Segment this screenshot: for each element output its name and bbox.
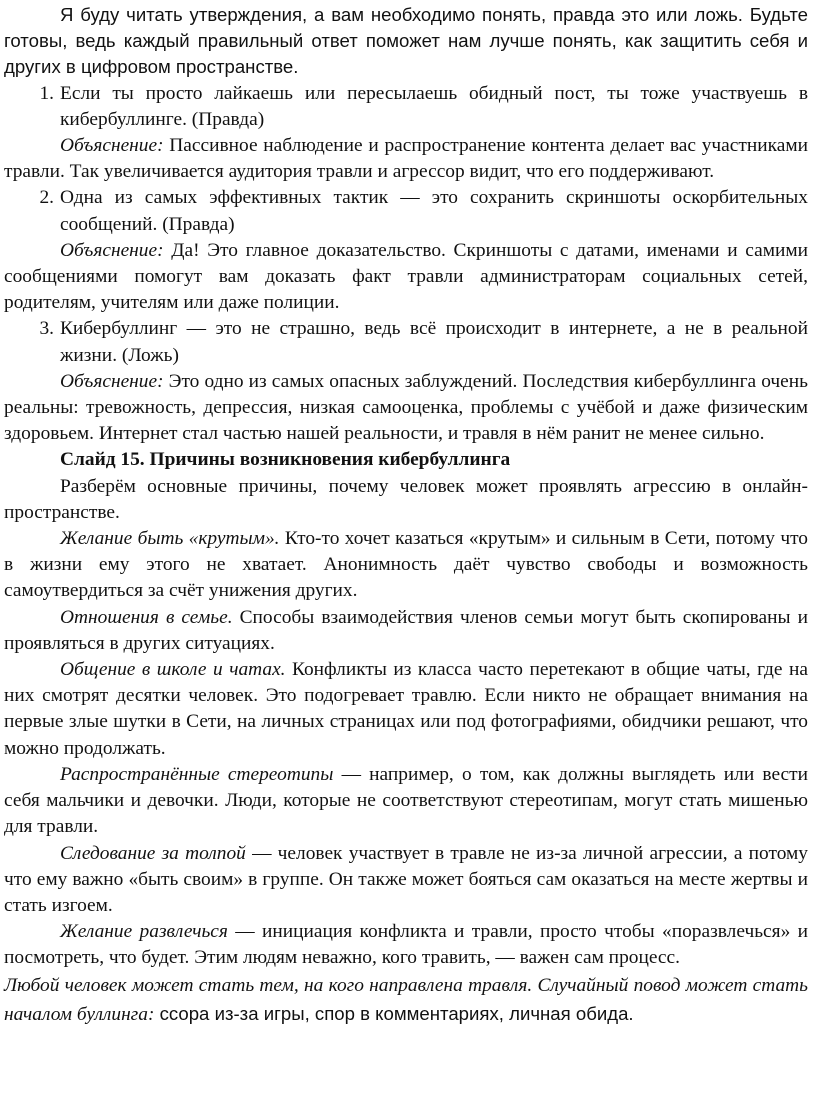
cause-text: — например, о том, как должны выглядеть или вести себя мальчики и девочки. Люди, которые не соответствуют стереотипам, могут стать мишенью для травли.	[4, 763, 809, 838]
item-number: 3.	[39, 318, 54, 340]
item-statement: Если ты просто лайкаешь или пересылаешь обидный пост, ты тоже участвуешь в кибербуллинге. (Правда)	[60, 82, 808, 130]
list-item	[4, 316, 808, 368]
slide-intro: Разберём основные причины, почему человек может проявлять агрессию в онлайн-пространстве.	[4, 475, 808, 523]
explanation-text: Пассивное наблюдение и распространение контента делает вас участниками травли. Так увеличивается аудитория травли и агрессор видит, что его поддерживают.	[4, 135, 808, 183]
explanation-label: Объяснение:	[60, 239, 164, 261]
cause-label: Следование за толпой	[60, 842, 246, 864]
closing-italic: Любой человек может стать тем, на кого направлена травля. Случайный повод может стать началом буллинга:	[4, 974, 808, 1025]
cause-paragraph	[4, 605, 808, 657]
explanation-text: Да! Это главное доказательство. Скриншоты с датами, именами и самими сообщениями помогут вам доказать факт травли администраторам социальных сетей, родителям, учителям или даже полиции.	[4, 239, 808, 314]
cause-label: Отношения в семье.	[60, 606, 233, 628]
item-statement: Одна из самых эффективных тактик — это сохранить скриншоты оскорбительных сообщений. (Правда)	[60, 187, 808, 235]
item-statement: Кибербуллинг — это не страшно, ведь всё происходит в интернете, а не в реальной жизни. (Ложь)	[60, 318, 808, 366]
cause-text: — инициация конфликта и травли, просто чтобы «поразвлечься» и посмотреть, что будет. Этим людям неважно, кого травить, — важен сам процесс.	[4, 921, 808, 969]
item-explanation	[4, 369, 808, 448]
closing-paragraph	[4, 972, 808, 1029]
cause-label: Желание развлечься	[60, 921, 228, 943]
cause-paragraph	[4, 657, 808, 762]
cause-label: Распространённые стереотипы	[60, 763, 334, 785]
item-explanation	[4, 238, 808, 317]
item-number: 1.	[39, 82, 54, 104]
cause-paragraph	[4, 919, 808, 971]
cause-label: Общение в школе и чатах.	[60, 659, 286, 681]
cause-paragraph	[4, 841, 808, 920]
cause-paragraph	[4, 526, 808, 605]
cause-paragraph	[4, 762, 808, 841]
item-explanation	[4, 133, 808, 185]
explanation-text: Это одно из самых опасных заблуждений. Последствия кибербуллинга очень реальны: тревожность, депрессия, низкая самооценка, проблемы с учёбой и даже физическим здоровьем. Интернет стал частью нашей реальности, и травля в нём ранит не менее сильно.	[4, 370, 808, 445]
cause-text: Кто-то хочет казаться «крутым» и сильным в Сети, потому что в жизни ему этого не хватает. Анонимность даёт чувство свободы и возможность самоутвердиться за счёт унижения других.	[4, 528, 808, 602]
intro-paragraph: Я буду читать утверждения, а вам необходимо понять, правда это или ложь. Будьте готовы, ведь каждый правильный ответ поможет нам лучше понять, как защитить себя и других в цифровом пространстве.	[4, 4, 808, 78]
list-item	[4, 81, 808, 133]
slide-heading: Слайд 15. Причины возникновения кибербуллинга	[60, 449, 511, 471]
cause-label: Желание быть «крутым».	[60, 528, 280, 550]
cause-text: Способы взаимодействия членов семьи могут быть скопированы и проявляться в других ситуациях.	[4, 606, 808, 654]
explanation-label: Объяснение:	[60, 370, 164, 392]
item-number: 2.	[39, 187, 54, 209]
list-item	[4, 185, 808, 237]
cause-text: Конфликты из класса часто перетекают в общие чаты, где на них смотрят десятки человек. Это подогревает травлю. Если никто не обращает внимания на первые злые шутки в Сети, на личных страницах или под фотографиями, обидчики решают, что можно продолжать.	[4, 659, 809, 759]
closing-text: ссора из-за игры, спор в комментариях, личная обида.	[154, 1002, 634, 1024]
cause-text: — человек участвует в травле не из-за личной агрессии, а потому что ему важно «быть своим» в группе. Он также может бояться сам оказаться на месте жертвы и стать изгоем.	[4, 842, 808, 916]
explanation-label: Объяснение:	[60, 135, 164, 157]
